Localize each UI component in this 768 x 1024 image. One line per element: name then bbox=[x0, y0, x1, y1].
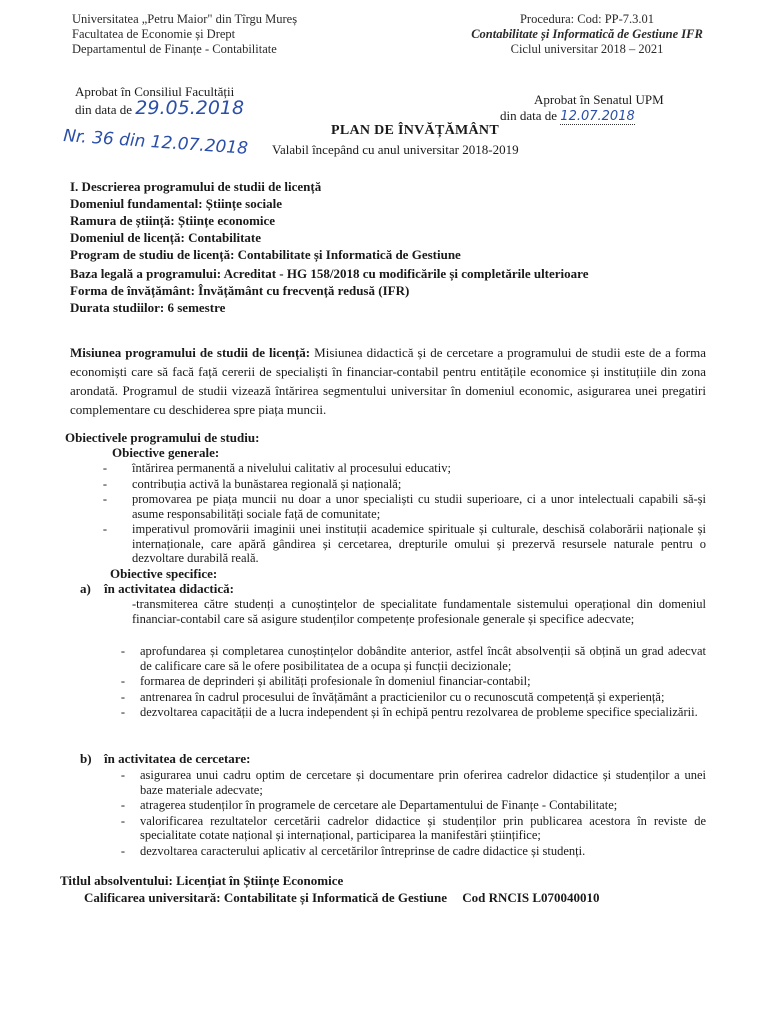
header-university: Universitatea „Petru Maior" din Tîrgu Mureș bbox=[72, 12, 298, 26]
graduate-title: Titlul absolventului: Licențiat în Științe Economice bbox=[60, 873, 344, 888]
list-item: - asigurarea unui cadru optim de cercetare și documentare prin oferirea cadrelor didactice și studenților a unei baze materiale adecvate; bbox=[120, 768, 706, 797]
faculty-date-handwritten: 29.05.2018 bbox=[135, 97, 245, 119]
didactic-objectives-list bbox=[120, 644, 706, 721]
research-heading: în activitatea de cercetare: bbox=[104, 751, 251, 766]
list-item: - dezvoltarea caracterului aplicativ al cercetărilor întreprinse de cadre didactice și studenți. bbox=[120, 843, 586, 858]
objectives-heading: Obiectivele programului de studiu: bbox=[65, 430, 260, 445]
senate-date-label: din data de bbox=[500, 108, 558, 123]
list-item: - aprofundarea și completarea cunoștințelor dobândite anterior, astfel încât absolvenții să obțină un grad adecvat de calificare care să le ofere posibilitatea de a ocupa și funcții decizionale; bbox=[120, 644, 706, 673]
mission-label: Misiunea programului de studii de licență: bbox=[70, 345, 311, 360]
study-duration: Durata studiilor: 6 semestre bbox=[70, 300, 226, 315]
didactic-marker: a) bbox=[80, 581, 91, 596]
header-faculty: Facultatea de Economie și Drept bbox=[72, 27, 236, 41]
education-form: Forma de învățământ: Învățământ cu frecvență redusă (IFR) bbox=[70, 283, 410, 298]
list-item: - valorificarea rezultatelor cercetării cadrelor didactice și studenților prin publicarea acestora în reviste de specialitate cotate național și internațional, participarea la manifestări științifice; bbox=[120, 813, 706, 842]
program-info bbox=[70, 178, 588, 316]
qualification-text: Calificarea universitară: Contabilitate și Informatică de Gestiune bbox=[84, 890, 447, 905]
list-item: - imperativul promovării imaginii unei instituții academice spirituale și culturale, deschisă colaborării naționale și internaționale, care apără gândirea și cercetarea, drepturile omului și prezervă resursele naturale pentru o dezvoltare durabilă reală. bbox=[102, 522, 706, 565]
general-objectives-heading: Obiective generale: bbox=[112, 445, 220, 460]
rncis-code: Cod RNCIS L070040010 bbox=[462, 890, 600, 905]
header-program: Contabilitate și Informatică de Gestiune IFR bbox=[471, 27, 703, 41]
page-subtitle: Valabil începând cu anul universitar 2018-2019 bbox=[272, 142, 519, 157]
page-title: PLAN DE ÎNVĂȚĂMÂNT bbox=[331, 123, 499, 138]
general-objectives-list bbox=[102, 461, 706, 567]
header-procedure: Procedura: Cod: PP-7.3.01 bbox=[519, 12, 655, 26]
senate-date-handwritten: 12.07.2018 bbox=[560, 109, 635, 124]
header-department: Departamentul de Finanțe - Contabilitate bbox=[72, 42, 277, 56]
fundamental-domain: Domeniul fundamental: Științe sociale bbox=[70, 196, 282, 211]
research-marker: b) bbox=[80, 751, 92, 766]
didactic-heading: în activitatea didactică: bbox=[104, 581, 234, 596]
mission-text: Misiunea didactică și de cercetare a programului de studii este de a forma economiști care să facă față cererii de specialiști în financiar-contabil pentru entitățile economice și instituțiile din zona arondată. Programul de studii vizează întărirea segmentului universitar în domeniul economic, asigurarea unei pregatiri complementare cu deschiderea spre piața muncii. bbox=[70, 345, 706, 417]
list-item: - promovarea pe piața muncii nu doar a unor specialiști cu studii superioare, ci a unor intelectuali capabili să-și asume responsabilități sociale față de comunitate; bbox=[102, 492, 706, 521]
senate-approval-label: Aprobat în Senatul UPM bbox=[534, 92, 664, 107]
list-item: - formarea de deprinderi și abilități profesionale în domeniul financiar-contabil; bbox=[120, 674, 531, 688]
header-cycle: Ciclul universitar 2018 – 2021 bbox=[510, 42, 664, 56]
header-institution bbox=[72, 12, 297, 57]
mission-paragraph bbox=[70, 343, 706, 419]
study-program: Program de studiu de licență: Contabilitate și Informatică de Gestiune bbox=[70, 247, 461, 262]
faculty-approval bbox=[75, 84, 244, 118]
faculty-date-label: din data de bbox=[75, 102, 133, 117]
senate-date bbox=[500, 108, 635, 125]
list-item: - dezvoltarea capacității de a lucra independent și în echipă pentru rezolvarea de probleme specifice specializării. bbox=[120, 705, 698, 719]
legal-basis: Baza legală a programului: Acreditat - HG 158/2018 cu modificările și completările ulterioare bbox=[70, 266, 589, 281]
faculty-approval-label: Aprobat în Consiliul Facultății bbox=[75, 84, 235, 99]
science-branch: Ramura de știință: Științe economice bbox=[70, 213, 276, 228]
license-domain: Domeniul de licență: Contabilitate bbox=[70, 230, 262, 245]
list-item: - contribuția activă la bunăstarea regională și națională; bbox=[102, 476, 402, 491]
header-procedure-block bbox=[462, 12, 712, 57]
list-item: - antrenarea în cadrul procesului de învățământ a practicienilor cu o recunoscută competență și experiență; bbox=[120, 689, 665, 704]
specific-objectives-heading: Obiective specifice: bbox=[110, 566, 218, 581]
university-qualification bbox=[84, 890, 600, 906]
faculty-number-handwritten: Nr. 36 din 12.07.2018 bbox=[62, 126, 249, 159]
list-item: - atragerea studenților în programele de cercetare ale Departamentului de Finanțe - Contabilitate; bbox=[120, 798, 618, 812]
research-objectives-list bbox=[120, 768, 706, 859]
list-item: - întărirea permanentă a nivelului calitativ al procesului educativ; bbox=[102, 461, 451, 475]
didactic-first-item: -transmiterea către studenți a cunoștințelor de specialitate fundamentale sistemului operațional din domeniul financiar-contabil care să asigure studenților competențe profesionale generale și specifice adecvate; bbox=[132, 597, 706, 626]
program-description-heading: I. Descrierea programului de studii de licență bbox=[70, 179, 322, 194]
